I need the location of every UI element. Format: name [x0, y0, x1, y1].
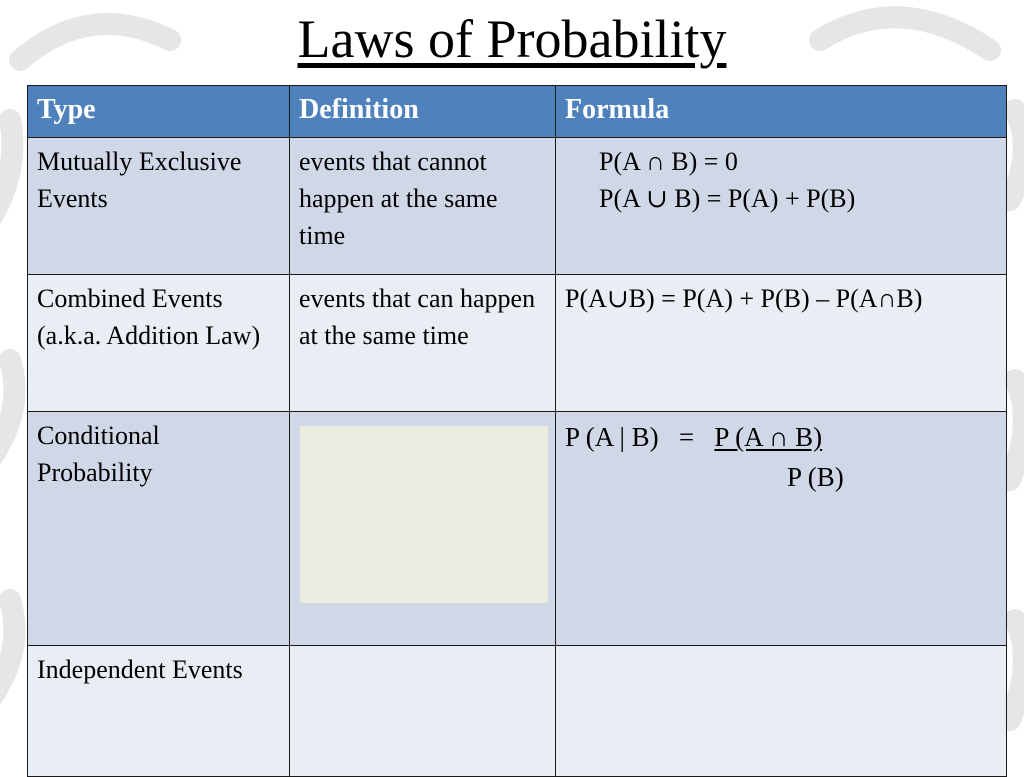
type-cell: Mutually Exclusive Events: [28, 138, 290, 275]
header-formula: Formula: [556, 86, 1007, 138]
type-cell: Combined Events (a.k.a. Addition Law): [28, 275, 290, 412]
formula-lhs: P (A | B): [565, 422, 659, 452]
page-title: Laws of Probability: [297, 9, 727, 69]
table-row: [28, 412, 1007, 646]
formula-denominator: P (B): [787, 462, 844, 492]
definition-cell: [290, 412, 556, 646]
formula-equals: =: [678, 422, 695, 452]
table-header-row: [28, 86, 1007, 138]
table-row: [28, 646, 1007, 777]
definition-cell: events that can happen at the same time: [290, 275, 556, 412]
table-row: [28, 138, 1007, 275]
formula-cell: [556, 412, 1007, 646]
definition-cover-box: [300, 426, 548, 603]
formula-numerator: P (A ∩ B): [714, 422, 823, 452]
definition-cell: events that cannot happen at the same time: [290, 138, 556, 275]
formula-line: P(A ∪ B) = P(A) + P(B): [599, 184, 856, 213]
formula-cell: P(A∪B) = P(A) + P(B) – P(A∩B): [556, 275, 1007, 412]
table-row: [28, 275, 1007, 412]
definition-cell: [290, 646, 556, 777]
formula-cell: [556, 138, 1007, 275]
formula-cell: [556, 646, 1007, 777]
type-cell: Conditional Probability: [28, 412, 290, 646]
header-definition: Definition: [290, 86, 556, 138]
type-cell: Independent Events: [28, 646, 290, 777]
probability-laws-table: [27, 85, 1007, 777]
header-type: Type: [28, 86, 290, 138]
conditional-formula: [565, 417, 997, 497]
formula-line: P(A ∩ B) = 0: [599, 147, 738, 176]
